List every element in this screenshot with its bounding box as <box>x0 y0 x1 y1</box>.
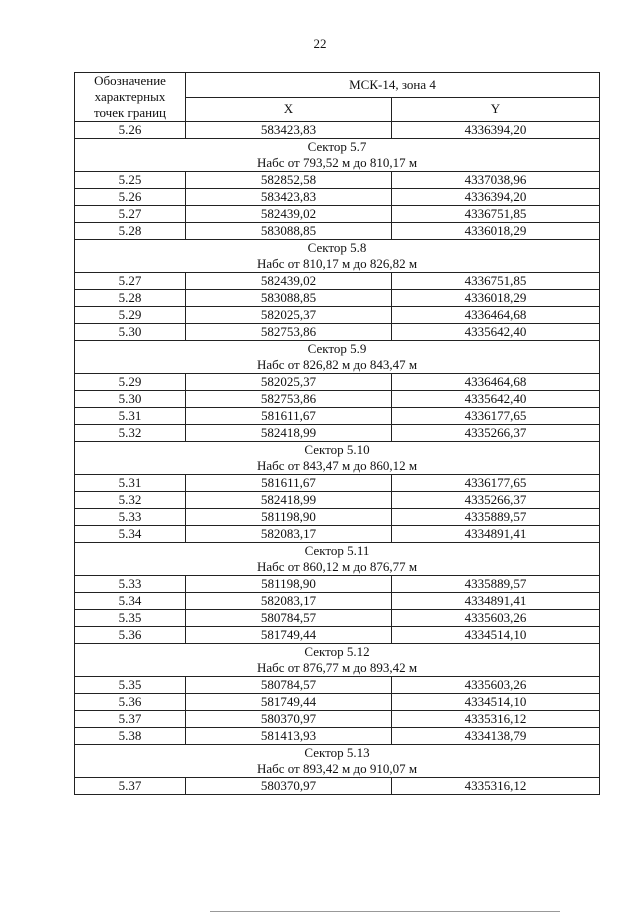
designation-header: Обозначение характерных точек границ <box>75 73 186 122</box>
point-number: 5.35 <box>75 610 186 627</box>
point-number: 5.35 <box>75 677 186 694</box>
table-row <box>75 425 600 442</box>
point-number: 5.29 <box>75 374 186 391</box>
y-coordinate: 4335603,26 <box>392 610 600 627</box>
table-row <box>75 728 600 745</box>
x-coordinate: 581611,67 <box>186 408 392 425</box>
x-coordinate: 582083,17 <box>186 526 392 543</box>
sector-title: Сектор 5.9 <box>307 341 367 356</box>
y-coordinate: 4336464,68 <box>392 374 600 391</box>
y-coordinate: 4334891,41 <box>392 593 600 610</box>
table-row <box>75 172 600 189</box>
page-number: 22 <box>313 36 327 51</box>
point-number: 5.37 <box>75 711 186 728</box>
table-row <box>75 391 600 408</box>
sector-height-range: Набс от 793,52 м до 810,17 м <box>256 155 418 170</box>
table-row <box>75 492 600 509</box>
x-coordinate: 583088,85 <box>186 290 392 307</box>
x-coordinate: 580370,97 <box>186 778 392 795</box>
table-header <box>75 73 600 122</box>
y-header: Y <box>392 97 600 122</box>
sector-row <box>75 442 600 475</box>
x-coordinate: 581198,90 <box>186 509 392 526</box>
sector-cell <box>75 745 600 778</box>
sector-cell <box>75 240 600 273</box>
sector-title: Сектор 5.13 <box>304 745 370 760</box>
x-coordinate: 582753,86 <box>186 391 392 408</box>
sector-cell <box>75 139 600 172</box>
table-row <box>75 122 600 139</box>
table-row <box>75 206 600 223</box>
point-number: 5.31 <box>75 408 186 425</box>
page-edge-line <box>210 911 560 912</box>
table-row <box>75 189 600 206</box>
y-coordinate: 4336394,20 <box>392 189 600 206</box>
point-number: 5.30 <box>75 324 186 341</box>
point-number: 5.28 <box>75 223 186 240</box>
point-number: 5.36 <box>75 694 186 711</box>
x-coordinate: 581749,44 <box>186 627 392 644</box>
table-row <box>75 593 600 610</box>
x-coordinate: 582025,37 <box>186 374 392 391</box>
y-coordinate: 4336177,65 <box>392 475 600 492</box>
point-number: 5.25 <box>75 172 186 189</box>
x-coordinate: 582852,58 <box>186 172 392 189</box>
sector-height-range: Набс от 876,77 м до 893,42 м <box>256 660 418 675</box>
x-coordinate: 580784,57 <box>186 610 392 627</box>
y-coordinate: 4335603,26 <box>392 677 600 694</box>
sector-title: Сектор 5.10 <box>304 442 370 457</box>
coordinate-system-header: МСК-14, зона 4 <box>186 73 600 98</box>
point-number: 5.27 <box>75 273 186 290</box>
y-coordinate: 4336394,20 <box>392 122 600 139</box>
y-coordinate: 4334138,79 <box>392 728 600 745</box>
y-coordinate: 4336177,65 <box>392 408 600 425</box>
sector-cell <box>75 644 600 677</box>
x-coordinate: 582439,02 <box>186 273 392 290</box>
table-row <box>75 475 600 492</box>
x-coordinate: 582753,86 <box>186 324 392 341</box>
point-number: 5.28 <box>75 290 186 307</box>
point-number: 5.34 <box>75 593 186 610</box>
sector-title: Сектор 5.12 <box>304 644 370 659</box>
y-coordinate: 4336751,85 <box>392 206 600 223</box>
point-number: 5.37 <box>75 778 186 795</box>
x-coordinate: 583423,83 <box>186 189 392 206</box>
sector-title: Сектор 5.11 <box>304 543 370 558</box>
point-number: 5.27 <box>75 206 186 223</box>
table-row <box>75 324 600 341</box>
table-row <box>75 576 600 593</box>
sector-row <box>75 543 600 576</box>
x-coordinate: 582439,02 <box>186 206 392 223</box>
sector-height-range: Набс от 826,82 м до 843,47 м <box>256 357 418 372</box>
sector-title: Сектор 5.8 <box>307 240 367 255</box>
y-coordinate: 4336751,85 <box>392 273 600 290</box>
table-row <box>75 778 600 795</box>
point-number: 5.26 <box>75 189 186 206</box>
x-coordinate: 581749,44 <box>186 694 392 711</box>
x-coordinate: 581198,90 <box>186 576 392 593</box>
y-coordinate: 4336464,68 <box>392 307 600 324</box>
y-coordinate: 4336018,29 <box>392 223 600 240</box>
point-number: 5.38 <box>75 728 186 745</box>
y-coordinate: 4337038,96 <box>392 172 600 189</box>
point-number: 5.33 <box>75 509 186 526</box>
x-coordinate: 583088,85 <box>186 223 392 240</box>
sector-row <box>75 240 600 273</box>
table-body <box>75 122 600 795</box>
sector-row <box>75 644 600 677</box>
y-coordinate: 4335889,57 <box>392 509 600 526</box>
table-row <box>75 290 600 307</box>
y-coordinate: 4335266,37 <box>392 425 600 442</box>
x-coordinate: 582025,37 <box>186 307 392 324</box>
table-row <box>75 711 600 728</box>
y-coordinate: 4335889,57 <box>392 576 600 593</box>
table-row <box>75 273 600 290</box>
table-row <box>75 627 600 644</box>
sector-height-range: Набс от 810,17 м до 826,82 м <box>256 256 418 271</box>
sector-height-range: Набс от 860,12 м до 876,77 м <box>256 559 418 574</box>
point-number: 5.32 <box>75 425 186 442</box>
table-row <box>75 694 600 711</box>
table-row <box>75 408 600 425</box>
y-coordinate: 4335316,12 <box>392 778 600 795</box>
sector-row <box>75 745 600 778</box>
sector-cell <box>75 341 600 374</box>
sector-row <box>75 139 600 172</box>
y-coordinate: 4336018,29 <box>392 290 600 307</box>
sector-height-range: Набс от 843,47 м до 860,12 м <box>256 458 418 473</box>
x-coordinate: 580370,97 <box>186 711 392 728</box>
table-row <box>75 374 600 391</box>
table-row <box>75 307 600 324</box>
x-coordinate: 580784,57 <box>186 677 392 694</box>
table-row <box>75 610 600 627</box>
x-coordinate: 581611,67 <box>186 475 392 492</box>
table-row <box>75 677 600 694</box>
x-coordinate: 581413,93 <box>186 728 392 745</box>
table-row <box>75 223 600 240</box>
y-coordinate: 4335642,40 <box>392 324 600 341</box>
sector-height-range: Набс от 893,42 м до 910,07 м <box>256 761 418 776</box>
x-coordinate: 582418,99 <box>186 492 392 509</box>
x-header: X <box>186 97 392 122</box>
point-number: 5.32 <box>75 492 186 509</box>
point-number: 5.36 <box>75 627 186 644</box>
y-coordinate: 4334891,41 <box>392 526 600 543</box>
y-coordinate: 4335316,12 <box>392 711 600 728</box>
table-row <box>75 509 600 526</box>
x-coordinate: 582083,17 <box>186 593 392 610</box>
x-coordinate: 583423,83 <box>186 122 392 139</box>
y-coordinate: 4334514,10 <box>392 694 600 711</box>
point-number: 5.26 <box>75 122 186 139</box>
y-coordinate: 4334514,10 <box>392 627 600 644</box>
point-number: 5.33 <box>75 576 186 593</box>
coordinates-table <box>74 72 600 795</box>
point-number: 5.34 <box>75 526 186 543</box>
point-number: 5.30 <box>75 391 186 408</box>
sector-cell <box>75 543 600 576</box>
table-row <box>75 526 600 543</box>
point-number: 5.31 <box>75 475 186 492</box>
y-coordinate: 4335266,37 <box>392 492 600 509</box>
point-number: 5.29 <box>75 307 186 324</box>
y-coordinate: 4335642,40 <box>392 391 600 408</box>
sector-cell <box>75 442 600 475</box>
sector-row <box>75 341 600 374</box>
sector-title: Сектор 5.7 <box>307 139 367 154</box>
x-coordinate: 582418,99 <box>186 425 392 442</box>
